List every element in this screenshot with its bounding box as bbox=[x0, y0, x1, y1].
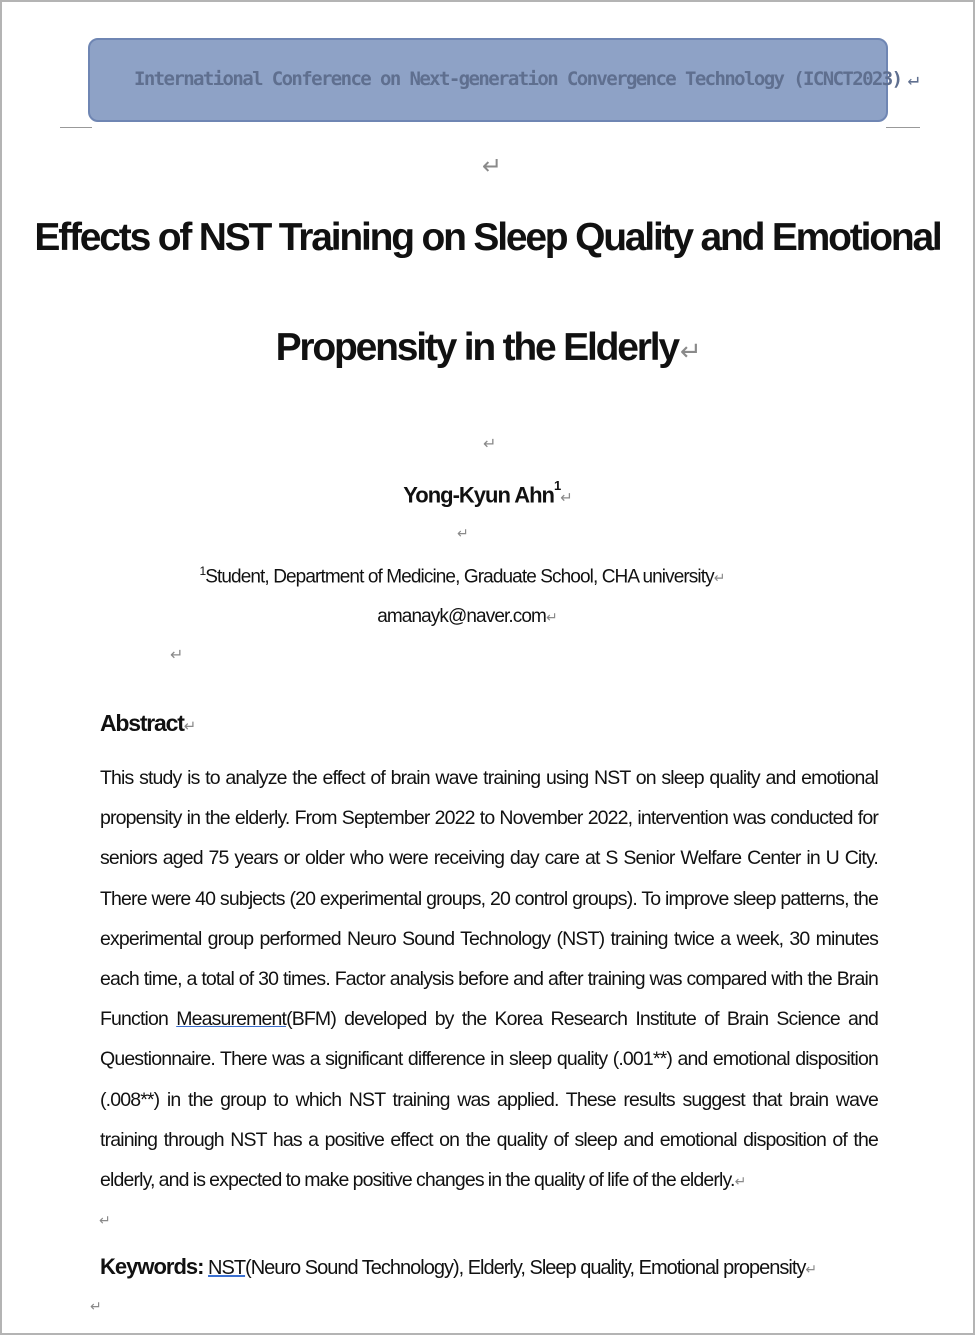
paragraph-mark-icon: ↵ bbox=[734, 1174, 746, 1191]
author-line bbox=[2, 478, 973, 508]
abstract-heading-text: Abstract bbox=[100, 710, 184, 736]
paragraph-mark-icon: ↵ bbox=[805, 1262, 817, 1278]
conference-name: International Conference on Next-generation Convergence Technology (ICNCT2023) bbox=[134, 68, 902, 90]
keywords-list: (Neuro Sound Technology), Elderly, Sleep quality, Emotional propensity bbox=[245, 1257, 806, 1279]
author-email: amanayk@naver.com bbox=[377, 606, 546, 627]
affiliation-text: Student, Department of Medicine, Graduate School, CHA university bbox=[205, 566, 714, 588]
paragraph-mark-icon: ↵ bbox=[482, 152, 503, 180]
paragraph-mark-icon: ↵ bbox=[90, 1299, 102, 1315]
abstract-text-part-1: This study is to analyze the effect of brain wave training using NST on sleep quality and emotional propensity in the elderly. From September 2022 to November 2022, intervention was conducted for seniors aged 75 years or older who were receiving day care at S Senior Welfare Center in U City. There were 40 subjects (20 experimental groups, 20 control groups). To improve sleep patterns, the experimental group performed Neuro Sound Technology (NST) training twice a week, 30 minutes each time, a total of 30 times. Factor analysis before and after training was compared with the Brain Function bbox=[100, 767, 878, 1031]
abstract-body bbox=[100, 758, 878, 1202]
affiliation-superscript: 1 bbox=[199, 564, 206, 578]
paragraph-mark-icon: ↵ bbox=[560, 488, 572, 507]
paragraph-mark-icon: ↵ bbox=[483, 434, 497, 453]
conference-header-text bbox=[134, 68, 917, 90]
paragraph-mark-icon: ↵ bbox=[679, 337, 700, 367]
paper-title-line-2 bbox=[2, 326, 973, 370]
author-affiliation bbox=[2, 564, 922, 588]
author-email-line bbox=[2, 606, 932, 628]
header-rule-left bbox=[60, 127, 92, 128]
paragraph-mark-icon: ↵ bbox=[183, 717, 196, 735]
keywords-line bbox=[100, 1254, 816, 1280]
abstract-text-part-2: (BFM) developed by the Korea Research Institute of Brain Science and Questionnaire. There was a significant difference in sleep quality (.001**) and emotional disposition (.008**) in the group to which NST training was applied. These results suggest that brain wave training through NST has a positive effect on the quality of sleep and emotional disposition of the elderly, and is expected to make positive changes in the quality of life of the elderly. bbox=[100, 1008, 878, 1192]
keywords-label: Keywords: bbox=[100, 1254, 204, 1279]
paper-title-line-1: Effects of NST Training on Sleep Quality and Emotional bbox=[34, 216, 941, 259]
abstract-underlined-word: Measurement bbox=[176, 1008, 287, 1031]
paragraph-mark-icon: ↵ bbox=[457, 526, 469, 542]
paragraph-mark-icon: ↵ bbox=[713, 570, 725, 587]
paragraph-mark-icon: ↵ bbox=[170, 645, 184, 664]
author-superscript: 1 bbox=[553, 478, 561, 493]
author-name: Yong-Kyun Ahn bbox=[403, 482, 554, 508]
paragraph-mark-icon: ↵ bbox=[907, 68, 918, 90]
paragraph-mark-icon: ↵ bbox=[545, 610, 557, 626]
paragraph-mark-icon: ↵ bbox=[99, 1213, 111, 1229]
paper-title-text: Propensity in the Elderly bbox=[275, 326, 678, 369]
keyword-nst: NST bbox=[208, 1257, 246, 1279]
header-rule-right bbox=[886, 127, 920, 128]
abstract-heading bbox=[100, 710, 195, 737]
conference-header bbox=[88, 38, 918, 122]
